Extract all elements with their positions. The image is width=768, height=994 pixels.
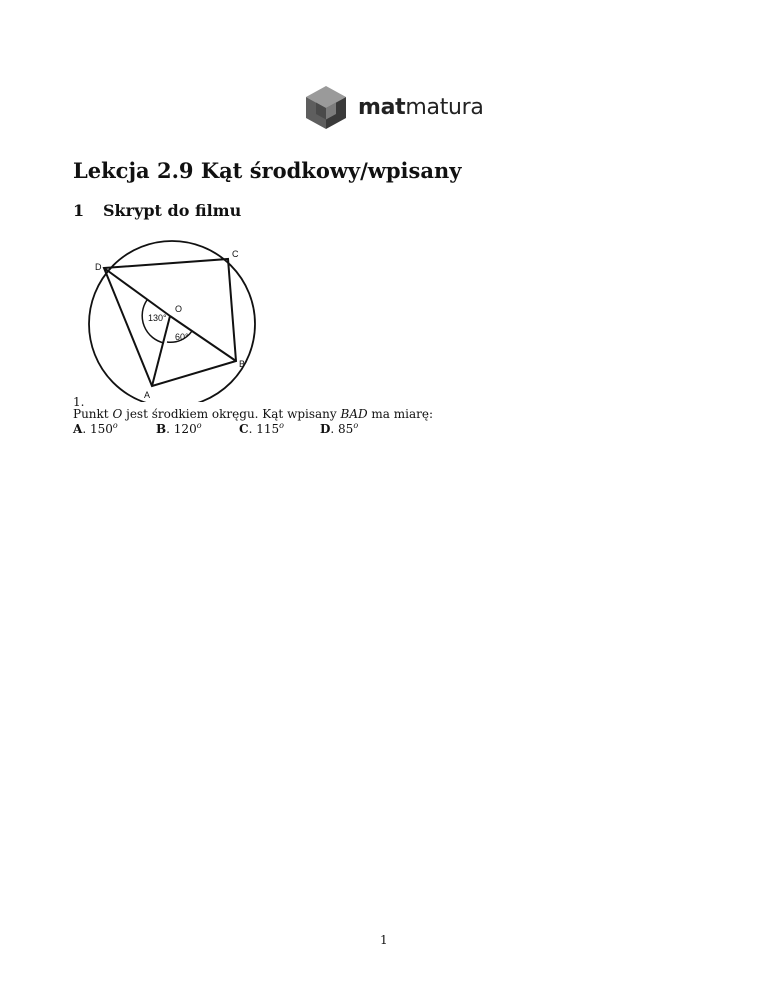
section-title: Skrypt do filmu	[103, 201, 242, 220]
label-c: C	[232, 249, 239, 259]
label-o: O	[175, 304, 183, 314]
option-b: B. 120$^o$	[156, 421, 202, 436]
question-text: Punkt O jest środkiem okręgu. Kąt wpisany BAD ma miarę:	[73, 407, 434, 421]
label-a: A	[144, 390, 151, 400]
circle	[89, 241, 255, 402]
option-d: D. 85$^o$	[320, 421, 359, 436]
logo-wordmark: matmatura	[358, 94, 484, 120]
segment-oa	[152, 316, 170, 386]
label-60: 60°	[175, 332, 189, 342]
circle-figure	[84, 230, 274, 402]
option-c: C. 115$^o$	[239, 421, 284, 436]
matmatura-logo	[303, 84, 484, 130]
label-b: B	[239, 359, 246, 369]
label-130: 130°	[148, 313, 167, 323]
section-number: 1	[73, 201, 85, 220]
lesson-title: Lekcja 2.9 Kąt środkowy/wpisany	[73, 158, 462, 183]
section-heading	[73, 201, 241, 220]
answer-options	[73, 421, 358, 436]
label-d: D	[95, 262, 102, 272]
cube-logo-icon	[303, 84, 349, 130]
question-number: 1.	[73, 395, 85, 409]
quadrilateral-abcd	[104, 259, 236, 386]
option-a: A. 150$^o$	[73, 421, 118, 436]
page-number: 1	[380, 933, 388, 947]
